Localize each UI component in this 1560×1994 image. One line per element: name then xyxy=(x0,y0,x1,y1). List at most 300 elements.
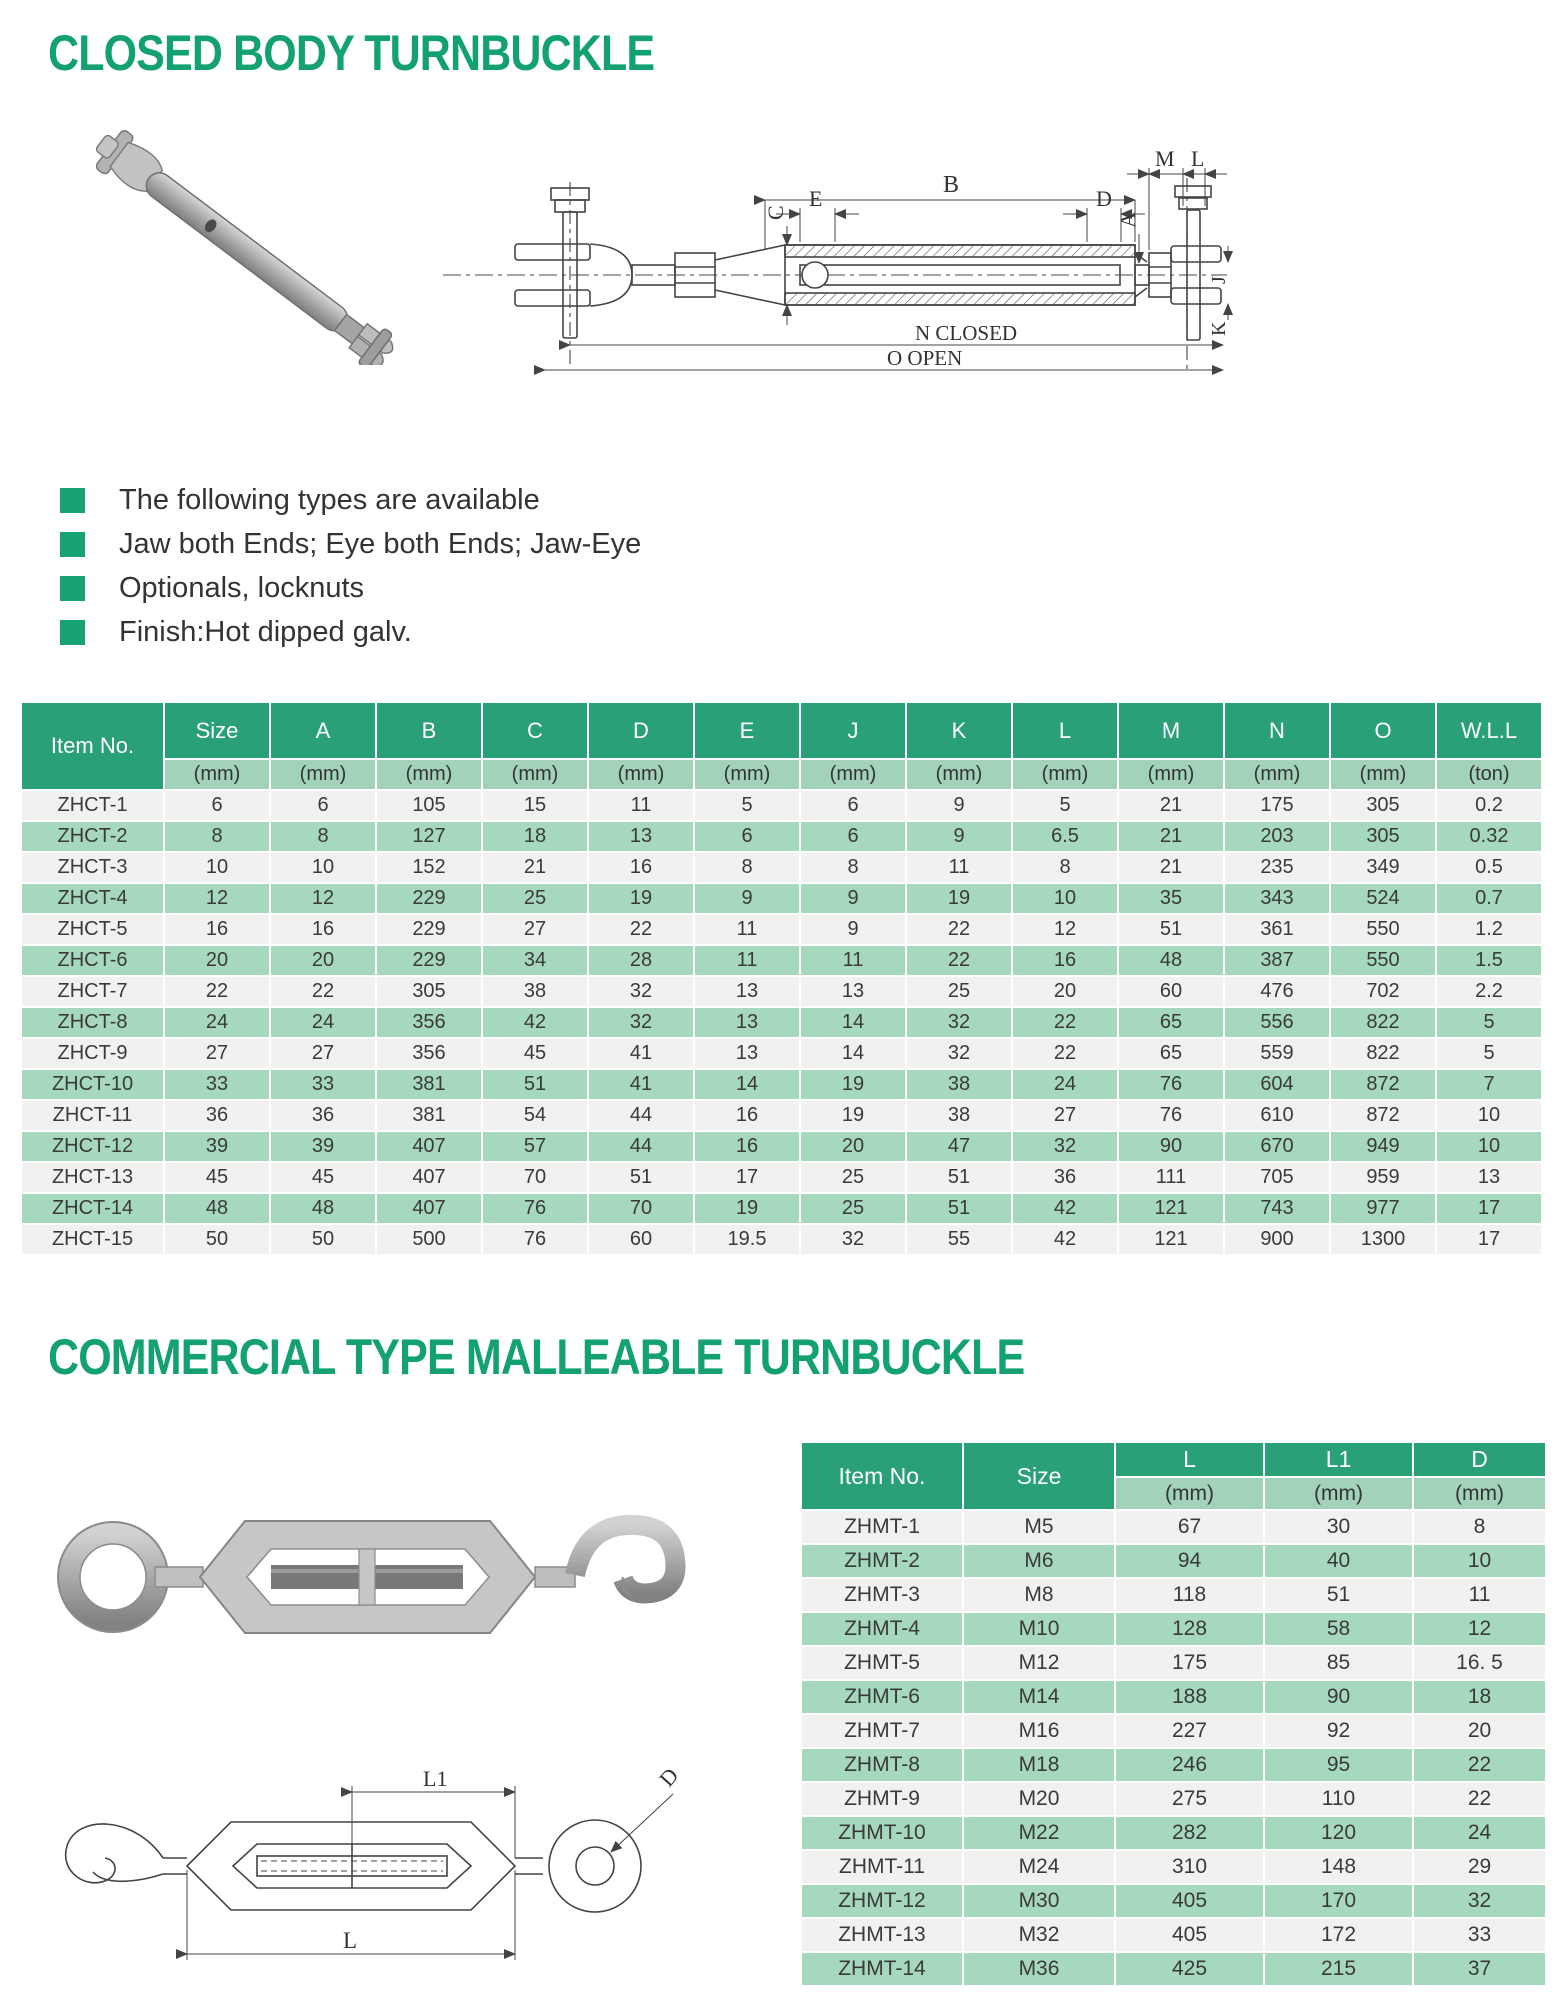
table-cell: 111 xyxy=(1118,1162,1224,1193)
table-cell: M20 xyxy=(963,1782,1115,1816)
unit-header: (mm) xyxy=(1115,1477,1264,1510)
table-row xyxy=(801,1782,1546,1816)
table-cell: 34 xyxy=(482,945,588,976)
table-row xyxy=(21,945,1542,976)
table-cell: 19 xyxy=(588,883,694,914)
column-header: C xyxy=(482,702,588,759)
table-cell: 5 xyxy=(1436,1038,1542,1069)
table-cell: 51 xyxy=(588,1162,694,1193)
table-cell: 14 xyxy=(694,1069,800,1100)
units-row xyxy=(21,759,1542,790)
table-cell: 610 xyxy=(1224,1100,1330,1131)
drawing1-labels xyxy=(763,150,1230,370)
table-cell: 65 xyxy=(1118,1038,1224,1069)
column-header: L xyxy=(1115,1442,1264,1477)
table-cell: ZHCT-6 xyxy=(21,945,164,976)
table-row xyxy=(21,1224,1542,1255)
table-cell: 42 xyxy=(1012,1193,1118,1224)
table-row xyxy=(21,1100,1542,1131)
table-cell: 76 xyxy=(1118,1100,1224,1131)
table-cell: 55 xyxy=(906,1224,1012,1255)
table-cell: 16 xyxy=(694,1100,800,1131)
table-cell: 38 xyxy=(482,976,588,1007)
table-cell: 0.2 xyxy=(1436,790,1542,821)
table-cell: ZHCT-2 xyxy=(21,821,164,852)
table-cell: 20 xyxy=(800,1131,906,1162)
table-cell: 343 xyxy=(1224,883,1330,914)
table-cell: 7 xyxy=(1436,1069,1542,1100)
unit-header: (mm) xyxy=(588,759,694,790)
section-title: COMMERCIAL TYPE MALLEABLE TURNBUCKLE xyxy=(48,1329,1025,1385)
table-row xyxy=(801,1884,1546,1918)
malleable-turnbuckle-photo xyxy=(35,1455,695,1685)
table-cell: 356 xyxy=(376,1007,482,1038)
dim-label-d: D xyxy=(1096,186,1112,211)
table-cell: 407 xyxy=(376,1193,482,1224)
table-cell: 188 xyxy=(1115,1680,1264,1714)
table-cell: 14 xyxy=(800,1038,906,1069)
unit-header: (mm) xyxy=(800,759,906,790)
list-item xyxy=(60,610,641,654)
table-cell: M5 xyxy=(963,1510,1115,1544)
header-row xyxy=(21,702,1542,759)
table-cell: 51 xyxy=(906,1193,1012,1224)
dim-label-m: M xyxy=(1155,150,1175,171)
unit-header: (mm) xyxy=(1330,759,1436,790)
table-cell: 9 xyxy=(906,790,1012,821)
table-cell: 349 xyxy=(1330,852,1436,883)
table-cell: M30 xyxy=(963,1884,1115,1918)
malleable-turnbuckle-spec-table xyxy=(800,1441,1547,1987)
table-cell: 17 xyxy=(694,1162,800,1193)
table-cell: 42 xyxy=(1012,1224,1118,1255)
table-cell: 22 xyxy=(1413,1782,1546,1816)
table-row xyxy=(21,790,1542,821)
column-header: J xyxy=(800,702,906,759)
table-cell: 550 xyxy=(1330,945,1436,976)
table-cell: 8 xyxy=(800,852,906,883)
table-cell: 33 xyxy=(270,1069,376,1100)
table-cell: 24 xyxy=(1012,1069,1118,1100)
table-cell: 949 xyxy=(1330,1131,1436,1162)
unit-header: (mm) xyxy=(482,759,588,790)
table-cell: 361 xyxy=(1224,914,1330,945)
table-cell: ZHMT-10 xyxy=(801,1816,963,1850)
table-cell: 36 xyxy=(164,1100,270,1131)
table-cell: 16 xyxy=(694,1131,800,1162)
table-cell: ZHMT-4 xyxy=(801,1612,963,1646)
table-cell: 17 xyxy=(1436,1224,1542,1255)
unit-header: (mm) xyxy=(1264,1477,1413,1510)
table-cell: 22 xyxy=(1012,1038,1118,1069)
table-cell: 227 xyxy=(1115,1714,1264,1748)
table-cell: 13 xyxy=(800,976,906,1007)
table-cell: 60 xyxy=(1118,976,1224,1007)
table-cell: M12 xyxy=(963,1646,1115,1680)
table-cell: 556 xyxy=(1224,1007,1330,1038)
dim-label-c: C xyxy=(763,205,788,220)
table-cell: 30 xyxy=(1264,1510,1413,1544)
table-cell: 121 xyxy=(1118,1193,1224,1224)
table-cell: 900 xyxy=(1224,1224,1330,1255)
table-row xyxy=(801,1680,1546,1714)
table-cell: ZHMT-12 xyxy=(801,1884,963,1918)
closed-body-turnbuckle-drawing-image xyxy=(435,150,1235,385)
table-cell: 57 xyxy=(482,1131,588,1162)
table-cell: 9 xyxy=(800,914,906,945)
unit-header: (ton) xyxy=(1436,759,1542,790)
table-cell: 21 xyxy=(1118,790,1224,821)
table-cell: 2.2 xyxy=(1436,976,1542,1007)
table-cell: ZHCT-12 xyxy=(21,1131,164,1162)
table-cell: 235 xyxy=(1224,852,1330,883)
unit-header: (mm) xyxy=(1224,759,1330,790)
table-cell: 977 xyxy=(1330,1193,1436,1224)
closed-body-turnbuckle-spec-table xyxy=(20,701,1543,1256)
turnbuckle-body-group xyxy=(87,123,402,365)
table-cell: ZHCT-7 xyxy=(21,976,164,1007)
table-cell: 305 xyxy=(1330,790,1436,821)
table-cell: 10 xyxy=(270,852,376,883)
table-cell: 381 xyxy=(376,1100,482,1131)
table-cell: 13 xyxy=(1436,1162,1542,1193)
list-item-text: Finish:Hot dipped galv. xyxy=(119,615,412,648)
column-header: O xyxy=(1330,702,1436,759)
table-cell: 0.32 xyxy=(1436,821,1542,852)
table-cell: 27 xyxy=(482,914,588,945)
column-header: Size xyxy=(963,1442,1115,1510)
table-cell: 743 xyxy=(1224,1193,1330,1224)
list-item-text: Optionals, locknuts xyxy=(119,571,365,604)
table-cell: 10 xyxy=(1436,1131,1542,1162)
table-cell: 19 xyxy=(694,1193,800,1224)
table-cell: 36 xyxy=(1012,1162,1118,1193)
table-cell: ZHCT-3 xyxy=(21,852,164,883)
table-cell: 11 xyxy=(694,945,800,976)
dim-label-b: B xyxy=(943,172,960,198)
table-row xyxy=(801,1918,1546,1952)
table-cell: 822 xyxy=(1330,1007,1436,1038)
column-header: E xyxy=(694,702,800,759)
table-cell: ZHCT-14 xyxy=(21,1193,164,1224)
table-cell: 27 xyxy=(1012,1100,1118,1131)
table-cell: M8 xyxy=(963,1578,1115,1612)
table-cell: 1.2 xyxy=(1436,914,1542,945)
column-header: Item No. xyxy=(21,702,164,790)
table-cell: 110 xyxy=(1264,1782,1413,1816)
table-cell: 32 xyxy=(1012,1131,1118,1162)
table-cell: 14 xyxy=(800,1007,906,1038)
unit-header: (mm) xyxy=(1012,759,1118,790)
table-cell: 28 xyxy=(588,945,694,976)
table-cell: 94 xyxy=(1115,1544,1264,1578)
table-cell: 32 xyxy=(588,1007,694,1038)
table-cell: 22 xyxy=(906,914,1012,945)
column-header: K xyxy=(906,702,1012,759)
dim-label-l1: L1 xyxy=(423,1766,448,1791)
table-cell: ZHMT-5 xyxy=(801,1646,963,1680)
table-cell: 10 xyxy=(1413,1544,1546,1578)
table-cell: 45 xyxy=(270,1162,376,1193)
table-cell: 127 xyxy=(376,821,482,852)
table-cell: 9 xyxy=(906,821,1012,852)
table-row xyxy=(21,976,1542,1007)
table-cell: 10 xyxy=(164,852,270,883)
table-row xyxy=(801,1816,1546,1850)
table-cell: ZHMT-11 xyxy=(801,1850,963,1884)
table-cell: 92 xyxy=(1264,1714,1413,1748)
table-cell: 22 xyxy=(270,976,376,1007)
table-cell: 5 xyxy=(1012,790,1118,821)
table-cell: 550 xyxy=(1330,914,1436,945)
table-cell: ZHMT-7 xyxy=(801,1714,963,1748)
column-header: D xyxy=(1413,1442,1546,1477)
table-cell: 11 xyxy=(906,852,1012,883)
table-cell: 229 xyxy=(376,883,482,914)
table-cell: 48 xyxy=(1118,945,1224,976)
dim-label-k: K xyxy=(1208,321,1230,336)
table-cell: 5 xyxy=(1436,1007,1542,1038)
table-cell: 6.5 xyxy=(1012,821,1118,852)
table-cell: 33 xyxy=(164,1069,270,1100)
table-cell: 6 xyxy=(164,790,270,821)
table-cell: 121 xyxy=(1118,1224,1224,1255)
table-cell: 67 xyxy=(1115,1510,1264,1544)
column-header: B xyxy=(376,702,482,759)
table-row xyxy=(801,1748,1546,1782)
dim-label-l: L xyxy=(343,1928,358,1953)
table-cell: 25 xyxy=(906,976,1012,1007)
table-cell: 105 xyxy=(376,790,482,821)
table-cell: 215 xyxy=(1264,1952,1413,1986)
table-cell: 0.5 xyxy=(1436,852,1542,883)
table-cell: 246 xyxy=(1115,1748,1264,1782)
table-cell: 51 xyxy=(1118,914,1224,945)
table-cell: 670 xyxy=(1224,1131,1330,1162)
list-item xyxy=(60,478,641,522)
table-cell: 604 xyxy=(1224,1069,1330,1100)
table-cell: 8 xyxy=(1012,852,1118,883)
table-body xyxy=(801,1510,1546,1986)
unit-header: (mm) xyxy=(694,759,800,790)
table-cell: 29 xyxy=(1413,1850,1546,1884)
table-cell: ZHCT-5 xyxy=(21,914,164,945)
table-cell: 76 xyxy=(1118,1069,1224,1100)
table-cell: 476 xyxy=(1224,976,1330,1007)
table-cell: ZHMT-3 xyxy=(801,1578,963,1612)
table-cell: 702 xyxy=(1330,976,1436,1007)
table-cell: 58 xyxy=(1264,1612,1413,1646)
table-cell: 172 xyxy=(1264,1918,1413,1952)
bullet-square-icon xyxy=(60,620,85,645)
dim-label-l: L xyxy=(1191,150,1205,171)
table-cell: 9 xyxy=(694,883,800,914)
table-cell: 13 xyxy=(694,1007,800,1038)
table-cell: 8 xyxy=(694,852,800,883)
table-cell: 356 xyxy=(376,1038,482,1069)
table-cell: 13 xyxy=(694,976,800,1007)
table-cell: 24 xyxy=(1413,1816,1546,1850)
dim-label-j: J xyxy=(1208,276,1230,284)
table-cell: M22 xyxy=(963,1816,1115,1850)
table-cell: ZHMT-6 xyxy=(801,1680,963,1714)
table-cell: 90 xyxy=(1118,1131,1224,1162)
table-cell: ZHCT-11 xyxy=(21,1100,164,1131)
table-cell: 24 xyxy=(270,1007,376,1038)
table-cell: 12 xyxy=(1413,1612,1546,1646)
dim-label-d: D xyxy=(654,1762,684,1792)
table-cell: 6 xyxy=(800,821,906,852)
list-item-text: The following types are available xyxy=(119,483,540,516)
table-cell: 36 xyxy=(270,1100,376,1131)
table-row xyxy=(21,914,1542,945)
table-row xyxy=(21,1038,1542,1069)
table-cell: 18 xyxy=(1413,1680,1546,1714)
column-header: A xyxy=(270,702,376,759)
column-header: M xyxy=(1118,702,1224,759)
table-cell: 11 xyxy=(800,945,906,976)
drawing2-geometry xyxy=(66,1786,673,1960)
column-header: D xyxy=(588,702,694,759)
table-cell: 32 xyxy=(588,976,694,1007)
table-cell: ZHCT-10 xyxy=(21,1069,164,1100)
table-cell: 65 xyxy=(1118,1007,1224,1038)
table-cell: M6 xyxy=(963,1544,1115,1578)
table-cell: M16 xyxy=(963,1714,1115,1748)
table-cell: 0.7 xyxy=(1436,883,1542,914)
table-cell: 8 xyxy=(164,821,270,852)
table-cell: 42 xyxy=(482,1007,588,1038)
table-cell: 21 xyxy=(1118,852,1224,883)
table-cell: 44 xyxy=(588,1100,694,1131)
table-cell: 19 xyxy=(906,883,1012,914)
table-cell: M36 xyxy=(963,1952,1115,1986)
table-cell: 170 xyxy=(1264,1884,1413,1918)
table-cell: M32 xyxy=(963,1918,1115,1952)
table-cell: ZHCT-15 xyxy=(21,1224,164,1255)
table-cell: ZHMT-14 xyxy=(801,1952,963,1986)
table-cell: 45 xyxy=(164,1162,270,1193)
table-cell: M10 xyxy=(963,1612,1115,1646)
table-cell: 15 xyxy=(482,790,588,821)
unit-header: (mm) xyxy=(164,759,270,790)
table-cell: 25 xyxy=(800,1162,906,1193)
table-cell: 19 xyxy=(800,1069,906,1100)
table-cell: 175 xyxy=(1115,1646,1264,1680)
table-cell: 35 xyxy=(1118,883,1224,914)
table-cell: ZHCT-13 xyxy=(21,1162,164,1193)
table-cell: 524 xyxy=(1330,883,1436,914)
page-title: CLOSED BODY TURNBUCKLE xyxy=(48,25,655,81)
table-cell: 20 xyxy=(1413,1714,1546,1748)
table-cell: 305 xyxy=(1330,821,1436,852)
table-cell: 229 xyxy=(376,914,482,945)
table-cell: 70 xyxy=(588,1193,694,1224)
table-cell: 37 xyxy=(1413,1952,1546,1986)
table-cell: 22 xyxy=(164,976,270,1007)
table-cell: 381 xyxy=(376,1069,482,1100)
table-cell: 44 xyxy=(588,1131,694,1162)
bullet-square-icon xyxy=(60,576,85,601)
table-cell: 51 xyxy=(906,1162,1012,1193)
table-cell: 18 xyxy=(482,821,588,852)
drawing2-labels xyxy=(343,1763,683,1953)
table-cell: 22 xyxy=(588,914,694,945)
table-cell: ZHMT-13 xyxy=(801,1918,963,1952)
table-cell: 5 xyxy=(694,790,800,821)
table-cell: ZHCT-8 xyxy=(21,1007,164,1038)
table-cell: 152 xyxy=(376,852,482,883)
table-cell: 8 xyxy=(270,821,376,852)
table-cell: 27 xyxy=(164,1038,270,1069)
table-cell: 38 xyxy=(906,1100,1012,1131)
table-cell: 13 xyxy=(694,1038,800,1069)
table-cell: 148 xyxy=(1264,1850,1413,1884)
malleable-turnbuckle-drawing xyxy=(35,1758,695,1978)
table-cell: 305 xyxy=(376,976,482,1007)
table-cell: ZHMT-9 xyxy=(801,1782,963,1816)
list-item xyxy=(60,566,641,610)
table-cell: 76 xyxy=(482,1193,588,1224)
malleable-turnbuckle-photo-image xyxy=(35,1455,695,1685)
table-row xyxy=(801,1646,1546,1680)
table-cell: 41 xyxy=(588,1069,694,1100)
table-cell: 85 xyxy=(1264,1646,1413,1680)
table-cell: 16 xyxy=(1012,945,1118,976)
eye-hook-photo-group xyxy=(58,1521,676,1633)
dim-label-e: E xyxy=(809,186,823,211)
table-cell: 407 xyxy=(376,1162,482,1193)
table-cell: 17 xyxy=(1436,1193,1542,1224)
table-row xyxy=(21,1007,1542,1038)
table-cell: 21 xyxy=(1118,821,1224,852)
table-cell: 24 xyxy=(164,1007,270,1038)
unit-header: (mm) xyxy=(376,759,482,790)
table-cell: 32 xyxy=(1413,1884,1546,1918)
table-cell: 48 xyxy=(270,1193,376,1224)
table-cell: ZHMT-8 xyxy=(801,1748,963,1782)
table-cell: 6 xyxy=(800,790,906,821)
table-cell: 6 xyxy=(694,821,800,852)
table-cell: 12 xyxy=(1012,914,1118,945)
unit-header: (mm) xyxy=(1118,759,1224,790)
table-cell: 959 xyxy=(1330,1162,1436,1193)
table-cell: ZHCT-9 xyxy=(21,1038,164,1069)
table-cell: 90 xyxy=(1264,1680,1413,1714)
bullet-square-icon xyxy=(60,488,85,513)
table-row xyxy=(21,852,1542,883)
feature-list xyxy=(60,478,641,654)
table-cell: 39 xyxy=(164,1131,270,1162)
table-row xyxy=(21,1193,1542,1224)
table-cell: 70 xyxy=(482,1162,588,1193)
table-cell: 32 xyxy=(906,1007,1012,1038)
table-cell: 872 xyxy=(1330,1069,1436,1100)
table-cell: 19.5 xyxy=(694,1224,800,1255)
table-cell: 54 xyxy=(482,1100,588,1131)
table-row xyxy=(21,1131,1542,1162)
table-cell: 1300 xyxy=(1330,1224,1436,1255)
unit-header: (mm) xyxy=(906,759,1012,790)
table-cell: 282 xyxy=(1115,1816,1264,1850)
table-row xyxy=(801,1714,1546,1748)
bullet-square-icon xyxy=(60,532,85,557)
header-row xyxy=(801,1442,1546,1477)
table-cell: 8 xyxy=(1413,1510,1546,1544)
table-cell: 128 xyxy=(1115,1612,1264,1646)
unit-header: (mm) xyxy=(270,759,376,790)
table-cell: 16 xyxy=(164,914,270,945)
